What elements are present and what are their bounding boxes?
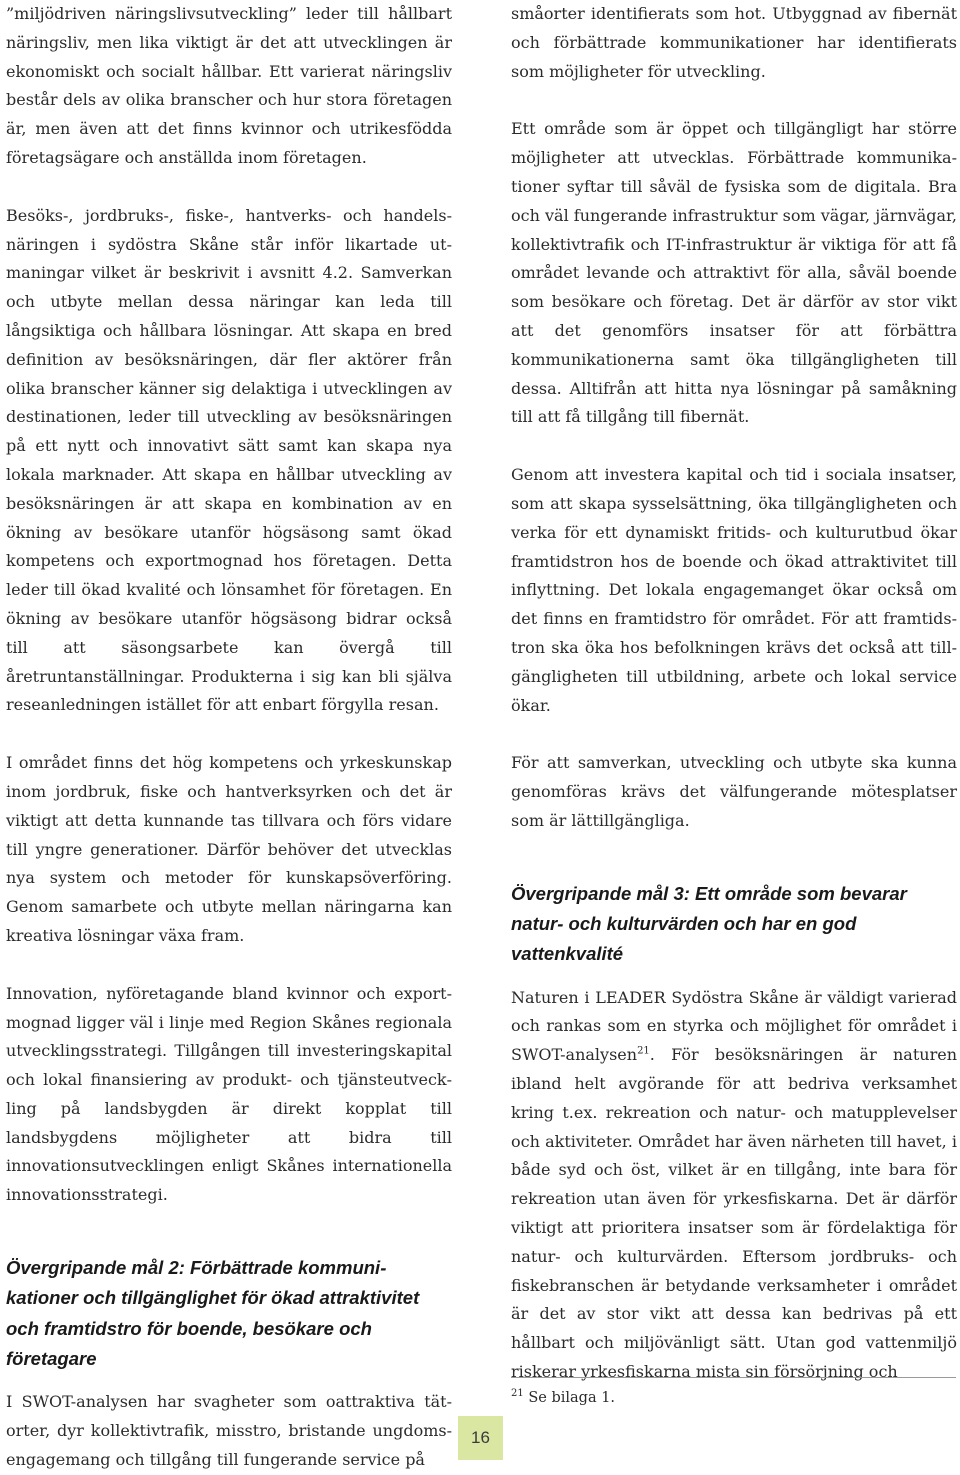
footnote-divider xyxy=(511,1377,956,1378)
page-number: 16 xyxy=(458,1416,503,1460)
right-paragraph-3: Genom att investera kapital och tid i sociala insatser, som att skapa sysselsättning, öka tillgängligheten och verka för ett dynamiskt fritids- och kulturutbud ökar framtidstron hos de boende och ökad attraktivitet till inflyttning. Det lokala engagemanget ökar också om det finns en framtidstro för området. För att framtidstron ska öka hos befolkningen krävs det också att tillgängligheten till utbildning, arbete och lokal service ökar. xyxy=(511,465,957,715)
left-paragraph-1: ”miljödriven näringslivsutveckling” leder till hållbart näringsliv, men lika viktigt är det att utvecklingen är ekonomiskt och socialt hållbar. Ett varierat näringsliv består dels av olika branscher och hur stora företagen är, men även att det finns kvinnor och utrikesfödda företagsägare och anställda inom företagen. xyxy=(6,4,452,167)
left-paragraph-4: Innovation, nyföretagande bland kvinnor och exportmognad ligger väl i linje med Region Skånes regionala utvecklingsstrategi. Tillgången till investeringskapital och lokal finansiering av produkt- och tjänsteutveckling på landsbygden är direkt kopplat till landsbygdens möjligheter att bidra till innovationsutvecklingen enligt Skånes internationella innovationsstrategi. xyxy=(6,983,452,1205)
footnote-reference[interactable]: 21 xyxy=(637,1045,650,1057)
right-paragraph-5-end: . För besöksnäringen är naturen ibland helt avgörande för att bedriva verksamhet kring t.ex. rekreation och natur- och matupplevelser och aktiviteter. Området har även närheten till havet, i både syd och öst, vilket är en tillgång, inte bara för rekreation utan även för yrkesfiskarna. Det är därför viktigt att prioritera insatser som är fördelaktiga för natur- och kulturvärden. Eftersom jordbruks- och fiskebranschen är betydande verksamheter i området är det av stor vikt att dessa kan bedrivas på ett hållbart och miljövänligt sätt. Utan god vattenmiljö riskerar yrkesfiskarna mista sin försörjning och xyxy=(511,1045,957,1381)
right-paragraph-1: småorter identifierats som hot. Utbyggnad av fibernät och förbättrade kommunikationer har identifierats som möjligheter för utveckling. xyxy=(511,4,957,81)
left-column xyxy=(6,0,452,1475)
right-paragraph-4: För att samverkan, utveckling och utbyte ska kunna genomföras krävs det välfungerande mötesplatser som är lättillgängliga. xyxy=(511,753,957,830)
right-paragraph-5-start: Naturen i LEADER Sydöstra Skåne är väldigt varierad och rankas som en styrka och möjlighet för området i SWOT-analysen xyxy=(511,987,957,1065)
left-paragraph-5: I SWOT-analysen har svagheter som oattraktiva tätorter, dyr kollektivtrafik, misstro, bristande ungdomsengagemang och tillgång till fungerande service på xyxy=(6,1392,452,1469)
left-paragraph-2: Besöks-, jordbruks-, fiske-, hantverks- och handelsnäringen i sydöstra Skåne står inför likartade utmaningar vilket är beskrivit i avsnitt 4.2. Samverkan och utbyte mellan dessa näringar kan leda till långsiktiga och hållbara lösningar. Att skapa en bred definition av besöksnäringen, där fler aktörer från olika branscher känner sig delaktiga i utvecklingen av destinationen, leder till utveckling av besöksnäringen på ett nytt och innovativt sätt samt kan skapa nya lokala marknader. Att skapa en hållbar utveckling av besöksnäringen är att skapa en kombination av en ökning av besökare utanför högsäsong samt ökad kompetens och exportmognad hos företagen. Detta leder till ökad kvalité och lönsamhet för företagen. En ökning av besökare utanför högsäsong bidrar också till att säsongsarbete kan övergå till åretruntanställningar. Produkterna i sig kan bli själva reseanledningen istället för att enbart förgylla resan. xyxy=(6,205,452,715)
footnote xyxy=(511,1386,956,1410)
goal-2-heading: Övergripande mål 2: Förbättrade kommunikationer och tillgänglighet för ökad attraktivitet och framtidstro för boende, besökare och företagare xyxy=(6,1257,420,1369)
left-paragraph-3: I området finns det hög kompetens och yrkeskunskap inom jordbruk, fiske och hantverksyrken och det är viktigt att detta kunnande tas tillvara och förs vidare till yngre generationer. Därför behöver det utvecklas nya system och metoder för kunskapsöverföring. Genom samarbete och utbyte mellan näringarna kan kreativa lösningar växa fram. xyxy=(6,753,452,945)
goal-3-heading: Övergripande mål 3: Ett område som bevarar natur- och kulturvärden och har en god vattenkvalité xyxy=(511,882,907,965)
right-column xyxy=(511,0,957,1387)
footnote-number: 21 xyxy=(511,1388,524,1400)
footnote-text: Se bilaga 1. xyxy=(523,1390,616,1406)
right-paragraph-5 xyxy=(511,984,957,1387)
right-paragraph-2: Ett område som är öppet och tillgängligt har större möjligheter att utvecklas. Förbättrade kommunikationer syftar till såväl de fysiska som de digitala. Bra och väl fungerande infrastruktur som vägar, järnvägar, kollektivtrafik och IT-infrastruktur är viktiga för att få området levande och attraktivt för alla, såväl boende som besökare och företag. Det är därför av stor vikt att det genomförs insatser för att förbättra kommunikationerna samt öka tillgängligheten till dessa. Alltifrån att hitta nya lösningar på samåkning till att få tillgång till fibernät. xyxy=(511,119,957,427)
